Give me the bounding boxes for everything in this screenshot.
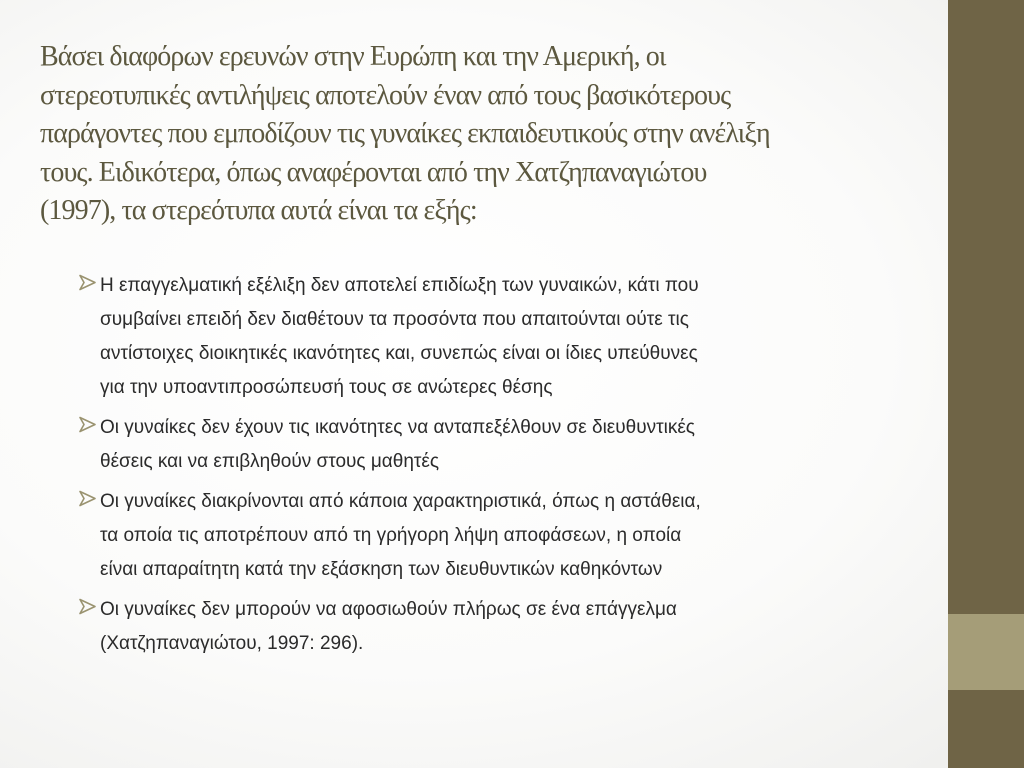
bullet-line: τα οποία τις αποτρέπουν από τη γρήγορη λήψη αποφάσεων, η οποία: [100, 525, 682, 546]
arrow-bullet-icon: [78, 490, 100, 507]
bullet-line: Οι γυναίκες δεν μπορούν να αφοσιωθούν πλήρως σε ένα επάγγελμα: [100, 599, 677, 620]
arrow-bullet-icon: [78, 598, 100, 615]
bullet-item: [78, 269, 950, 405]
arrow-bullet-icon: [78, 274, 100, 291]
title-line: στερεοτυπικές αντιλήψεις αποτελούν έναν από τους βασικότερους: [40, 79, 731, 111]
bullet-line: συμβαίνει επειδή δεν διαθέτουν τα προσόντα που απαιτούνται ούτε τις: [100, 309, 689, 330]
slide-title: [40, 38, 960, 231]
bullet-line: αντίστοιχες διοικητικές ικανότητες και, συνεπώς είναι οι ίδιες υπεύθυνες: [100, 343, 698, 364]
title-line: παράγοντες που εμποδίζουν τις γυναίκες εκπαιδευτικούς στην ανέλιξη: [40, 118, 770, 149]
arrow-bullet-icon: [78, 416, 100, 433]
bullet-text: [100, 485, 701, 587]
bullet-line: Η επαγγελματική εξέλιξη δεν αποτελεί επιδίωξη των γυναικών, κάτι που: [100, 275, 699, 296]
bullet-text: [100, 269, 699, 405]
bullet-line: Οι γυναίκες δεν έχουν τις ικανότητες να ανταπεξέλθουν σε διευθυντικές: [100, 417, 695, 438]
title-line: (1997), τα στερεότυπα αυτά είναι τα εξής:: [40, 195, 477, 226]
bullet-list: [78, 269, 950, 667]
bullet-line: Οι γυναίκες διακρίνονται από κάποια χαρακτηριστικά, όπως η αστάθεια,: [100, 491, 701, 512]
title-line: τους. Ειδικότερα, όπως αναφέρονται από την Χατζηπαναγιώτου: [40, 156, 707, 188]
bullet-item: [78, 593, 950, 661]
decorative-side-bar-accent: [948, 614, 1024, 690]
bullet-line: θέσεις και να επιβληθούν στους μαθητές: [100, 451, 440, 472]
bullet-text: [100, 411, 695, 479]
bullet-line: (Χατζηπαναγιώτου, 1997: 296).: [100, 633, 364, 654]
bullet-line: για την υποαντιπροσώπευσή τους σε ανώτερες θέσης: [100, 377, 553, 398]
bullet-item: [78, 411, 950, 479]
title-line: Βάσει διαφόρων ερευνών στην Ευρώπη και την Αμερική, οι: [40, 41, 666, 72]
bullet-line: είναι απαραίτητη κατά την εξάσκηση των διευθυντικών καθηκόντων: [100, 559, 663, 580]
bullet-text: [100, 593, 677, 661]
bullet-item: [78, 485, 950, 587]
